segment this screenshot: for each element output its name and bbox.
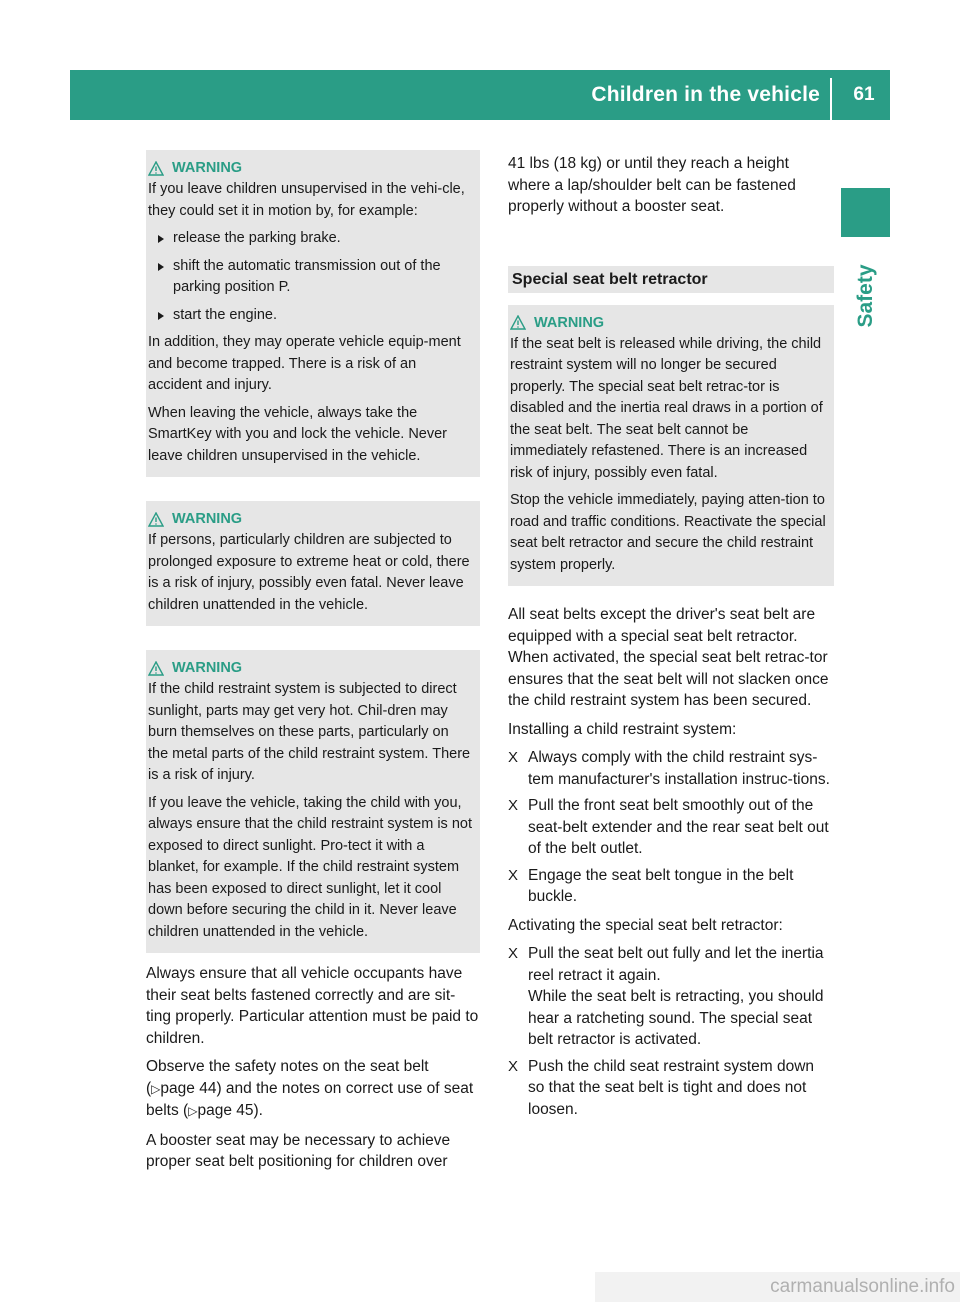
paragraph: Activating the special seat belt retractor:	[508, 916, 783, 934]
step-item: X Engage the seat belt tongue in the belt buckle.	[508, 866, 794, 905]
body-text	[146, 963, 480, 1173]
step-item: X Always comply with the child restraint sys-tem manufacturer's installation instruc-tions.	[508, 749, 830, 788]
warning-box-sunlight	[146, 650, 480, 953]
page-ref-arrow-icon: ▷	[188, 1104, 198, 1118]
body-text	[508, 604, 834, 1120]
paragraph: All seat belts except the driver's seat belt are equipped with a special seat belt retractor. When activated, the special seat belt retrac-tor ensures that the seat belt will not slacken once the child restraint system has been secured.	[508, 606, 829, 709]
page-ref-arrow-icon: ▷	[151, 1081, 161, 1096]
warning-heading: WARNING	[148, 157, 472, 179]
page-reference-link[interactable]: page 45	[197, 1102, 254, 1119]
step-marker-icon: X	[508, 797, 519, 814]
header-divider	[830, 78, 832, 120]
bullet-item: shift the automatic transmission out of the parking position P.	[148, 256, 472, 299]
warning-heading: WARNING	[510, 312, 826, 334]
step-result-note: While the seat belt is retracting, you should hear a ratcheting sound. The special seat belt retractor is activated.	[528, 988, 824, 1048]
step-marker-icon: X	[508, 1057, 519, 1075]
step-marker-icon: X	[508, 945, 519, 962]
bullet-item: start the engine.	[148, 305, 472, 327]
warning-text: If you leave children unsupervised in the vehi-cle, they could set it in motion by, for example:	[148, 181, 465, 219]
bullet-item: release the parking brake.	[148, 228, 472, 250]
warning-text: When leaving the vehicle, always take the SmartKey with you and lock the vehicle. Never leave children unsupervised in the vehicle.	[148, 404, 447, 464]
warning-triangle-icon	[148, 161, 164, 176]
watermark: carmanualsonline.info	[595, 1272, 960, 1302]
warning-triangle-icon	[510, 315, 526, 330]
right-column	[508, 153, 834, 1127]
warning-text: If you leave the vehicle, taking the child with you, always ensure that the child restraint system is not exposed to direct sunlight. Pro-tect it with a blanket, for example. If the child restraint system has been exposed to direct sunlight, let it cool down before securing the child in it. Never leave children unattended in the vehicle.	[148, 794, 472, 940]
step-item: X Pull the seat belt out fully and let the inertia reel retract it again. While the seat belt is retracting, you should hear a ratcheting sound. The special seat belt retractor is activated.	[508, 945, 824, 1048]
activate-step-list	[508, 943, 834, 1120]
section-tab-label: Safety	[854, 264, 877, 328]
page-reference-link[interactable]: page 44	[160, 1079, 217, 1097]
chapter-title: Children in the vehicle	[591, 83, 820, 106]
warning-heading: WARNING	[148, 657, 472, 679]
paragraph: Installing a child restraint system:	[508, 720, 737, 738]
warning-bullet-list	[148, 228, 472, 326]
warning-box-temperature	[146, 501, 480, 626]
warning-box-retractor	[508, 305, 834, 587]
step-marker-icon: X	[508, 866, 519, 884]
step-item: X Push the child seat restraint system down so that the seat belt is tight and does not loosen.	[508, 1057, 815, 1118]
step-marker-icon: X	[508, 749, 519, 766]
warning-box-unsupervised	[146, 150, 480, 477]
warning-heading: WARNING	[148, 508, 472, 530]
paragraph: Always ensure that all vehicle occupants have their seat belts fastened correctly and are sit-ting properly. Particular attention must be paid to children.	[146, 965, 479, 1047]
warning-triangle-icon	[148, 512, 164, 527]
warning-text: If the child restraint system is subjected to direct sunlight, parts may get very hot. Chil-dren may burn themselves on these parts, particularly on the metal parts of the child restraint system. There is a risk of injury.	[148, 681, 471, 783]
step-item: X Pull the front seat belt smoothly out of the seat-belt extender and the rear seat belt out of the belt outlet.	[508, 797, 829, 857]
section-heading: Special seat belt retractor	[508, 266, 834, 293]
header-bar	[70, 70, 890, 120]
warning-text: Stop the vehicle immediately, paying atten-tion to road and traffic conditions. Reactivate the special seat belt retractor and secure the child restraint system properly.	[510, 492, 826, 573]
warning-text: If persons, particularly children are subjected to prolonged exposure to extreme heat or cold, there is a risk of injury, possibly even fatal. Never leave children unattended in the vehicle.	[148, 532, 470, 613]
warning-text: In addition, they may operate vehicle equip-ment and become trapped. There is a risk of an accident and injury.	[148, 334, 461, 393]
section-tab-marker	[841, 188, 890, 237]
paragraph: 41 lbs (18 kg) or until they reach a height where a lap/shoulder belt can be fastened properly without a booster seat.	[508, 155, 796, 215]
paragraph: Observe the safety notes on the seat belt (▷page 44) and the notes on correct use of seat belts (▷page 45).	[146, 1058, 474, 1119]
paragraph: A booster seat may be necessary to achieve proper seat belt positioning for children over	[146, 1131, 451, 1170]
warning-triangle-icon	[148, 661, 164, 676]
body-text	[508, 153, 834, 218]
left-column	[146, 150, 480, 1180]
install-step-list	[508, 747, 834, 908]
warning-text: If the seat belt is released while driving, the child restraint system will no longer be secured properly. The special seat belt retrac-tor is disabled and the inertia real draws in a portion of the seat belt. The seat belt cannot be immediately refastened. There is an increased risk of injury, possibly even fatal.	[510, 335, 823, 481]
page-number: 61	[853, 84, 875, 105]
